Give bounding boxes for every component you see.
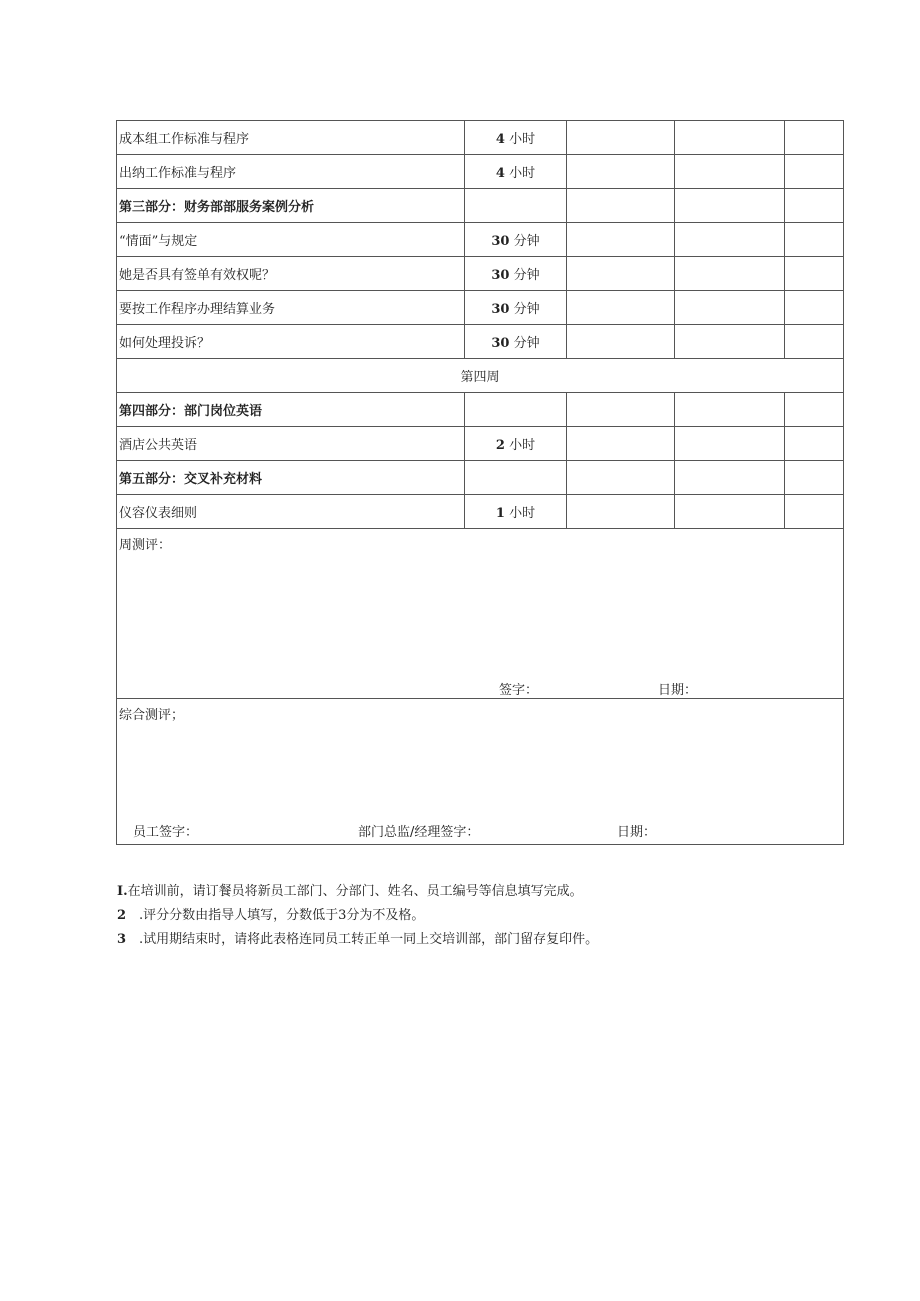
empty-cell bbox=[785, 223, 844, 257]
note-item bbox=[117, 928, 598, 952]
duration-cell: 30 分钟 bbox=[465, 257, 567, 291]
empty-cell bbox=[675, 427, 785, 461]
overall-eval-row bbox=[117, 699, 844, 845]
table-row bbox=[117, 155, 844, 189]
table-row bbox=[117, 325, 844, 359]
section-heading: 第五部分：交叉补充材料 bbox=[117, 461, 465, 495]
empty-cell bbox=[567, 155, 675, 189]
empty-cell bbox=[567, 495, 675, 529]
note-item bbox=[117, 880, 598, 904]
section-heading: 第四部分：部门岗位英语 bbox=[117, 393, 465, 427]
item-cell: 成本组工作标准与程序 bbox=[117, 121, 465, 155]
empty-cell bbox=[675, 461, 785, 495]
empty-cell bbox=[567, 325, 675, 359]
note-text: 在培训前，请订餐员将新员工部门、分部门、姓名、员工编号等信息填写完成。 bbox=[127, 884, 583, 899]
table-row bbox=[117, 495, 844, 529]
table-row bbox=[117, 121, 844, 155]
signature-label: 签字： bbox=[499, 683, 539, 698]
empty-cell bbox=[785, 461, 844, 495]
item-cell: 酒店公共英语 bbox=[117, 427, 465, 461]
empty-cell bbox=[675, 325, 785, 359]
table-row bbox=[117, 257, 844, 291]
empty-cell bbox=[567, 223, 675, 257]
item-cell: 要按工作程序办理结算业务 bbox=[117, 291, 465, 325]
note-number: I. bbox=[117, 884, 128, 899]
empty-cell bbox=[785, 427, 844, 461]
empty-cell bbox=[675, 189, 785, 223]
empty-cell bbox=[567, 461, 675, 495]
section-row bbox=[117, 393, 844, 427]
empty-cell bbox=[465, 461, 567, 495]
training-schedule-table bbox=[116, 120, 844, 845]
empty-cell bbox=[675, 291, 785, 325]
duration-cell: 30 分钟 bbox=[465, 325, 567, 359]
duration-cell: 30 分钟 bbox=[465, 223, 567, 257]
empty-cell bbox=[567, 427, 675, 461]
empty-cell bbox=[465, 189, 567, 223]
note-item bbox=[117, 904, 598, 928]
empty-cell bbox=[465, 393, 567, 427]
item-cell: 出纳工作标准与程序 bbox=[117, 155, 465, 189]
section-heading: 第三部分：财务部部服务案例分析 bbox=[117, 189, 465, 223]
date-label: 日期： bbox=[658, 683, 698, 698]
weekly-eval-row bbox=[117, 529, 844, 699]
employee-signature-label: 员工签字： bbox=[133, 825, 199, 840]
duration-cell: 1 小时 bbox=[465, 495, 567, 529]
empty-cell bbox=[567, 121, 675, 155]
empty-cell bbox=[785, 189, 844, 223]
manager-signature-label: 部门总监/经理签字： bbox=[358, 825, 480, 840]
table-row bbox=[117, 291, 844, 325]
duration-cell: 4 小时 bbox=[465, 155, 567, 189]
duration-cell: 30 分钟 bbox=[465, 291, 567, 325]
table-row bbox=[117, 223, 844, 257]
empty-cell bbox=[675, 121, 785, 155]
note-text: .评分分数由指导人填写，分数低于3分为不及格。 bbox=[139, 908, 425, 923]
weekly-eval-box[interactable] bbox=[117, 529, 844, 699]
overall-eval-label: 综合测评； bbox=[119, 708, 185, 723]
table-row bbox=[117, 427, 844, 461]
weekly-eval-label: 周测评： bbox=[119, 538, 172, 553]
notes-list bbox=[117, 880, 598, 952]
empty-cell bbox=[675, 393, 785, 427]
duration-cell: 4 小时 bbox=[465, 121, 567, 155]
duration-cell: 2 小时 bbox=[465, 427, 567, 461]
empty-cell bbox=[785, 325, 844, 359]
empty-cell bbox=[675, 495, 785, 529]
item-cell: “情面”与规定 bbox=[117, 223, 465, 257]
overall-eval-box[interactable] bbox=[117, 699, 844, 845]
note-number: 3 bbox=[117, 932, 127, 947]
section-row bbox=[117, 189, 844, 223]
note-number: 2 bbox=[117, 908, 127, 923]
week-heading: 第四周 bbox=[117, 359, 844, 393]
empty-cell bbox=[567, 257, 675, 291]
empty-cell bbox=[785, 393, 844, 427]
empty-cell bbox=[675, 257, 785, 291]
week-row bbox=[117, 359, 844, 393]
empty-cell bbox=[785, 495, 844, 529]
empty-cell bbox=[785, 291, 844, 325]
empty-cell bbox=[567, 291, 675, 325]
date-label: 日期： bbox=[617, 825, 657, 840]
empty-cell bbox=[675, 223, 785, 257]
item-cell: 如何处理投诉？ bbox=[117, 325, 465, 359]
empty-cell bbox=[785, 121, 844, 155]
item-cell: 仪容仪表细则 bbox=[117, 495, 465, 529]
empty-cell bbox=[675, 155, 785, 189]
empty-cell bbox=[785, 155, 844, 189]
empty-cell bbox=[567, 393, 675, 427]
item-cell: 她是否具有签单有效权呢？ bbox=[117, 257, 465, 291]
empty-cell bbox=[785, 257, 844, 291]
empty-cell bbox=[567, 189, 675, 223]
note-text: .试用期结束时，请将此表格连同员工转正单一同上交培训部，部门留存复印件。 bbox=[139, 932, 599, 947]
section-row bbox=[117, 461, 844, 495]
